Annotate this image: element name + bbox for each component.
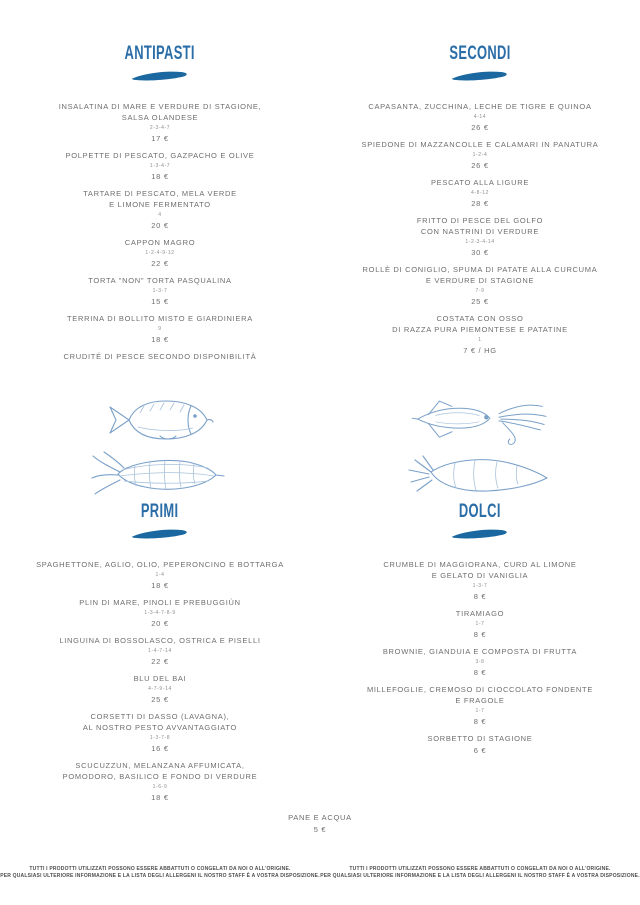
brush-stroke-icon (450, 69, 510, 82)
item-name-line: DI RAZZA PURA PIEMONTESE E PATATINE (392, 325, 568, 334)
menu-item (320, 608, 640, 640)
item-price: 18 € (151, 335, 169, 344)
item-allergens: 1 (478, 337, 482, 343)
item-price: 25 € (471, 297, 489, 306)
item-name-line: BROWNIE, GIANDUIA E COMPOSTA DI FRUTTA (382, 647, 578, 656)
menu-item (320, 101, 640, 133)
footer-line: TUTTI I PRODOTTI UTILIZZATI POSSONO ESSERE ABBATTUTI O CONGELATI DA NOI O ALL'ORIGINE. (349, 866, 611, 872)
item-name-line: E VERDURE DI STAGIONE (425, 276, 535, 285)
menu-item (0, 101, 320, 144)
brush-stroke-icon (450, 527, 510, 540)
secondi-items (320, 101, 640, 356)
item-allergens: 1-7 (475, 708, 485, 714)
item-name-line: PLIN DI MARE, PINOLI E PREBUGGIÙN (79, 598, 241, 607)
item-name-line: SCUCUZZUN, MELANZANA AFFUMICATA, (75, 761, 245, 770)
menu-item (320, 215, 640, 258)
item-price: 15 € (151, 297, 169, 306)
item-price: 30 € (471, 248, 489, 257)
section-title-dolci: DOLCI (459, 501, 501, 522)
section-title-secondi: SECONDI (449, 44, 511, 64)
item-name-line: TERRINA DI BOLLITO MISTO E GIARDINIERA (67, 314, 253, 323)
bread-item (0, 812, 640, 835)
item-allergens: 1-3-7 (472, 583, 488, 589)
section-header (0, 502, 320, 540)
item-allergens: 1-2-4-9-12 (145, 250, 175, 256)
item-allergens: 9 (158, 326, 162, 332)
item-name-line: FRITTO DI PESCE DEL GOLFO (416, 216, 544, 225)
item-name-line: CON NASTRINI DI VERDURE (420, 227, 540, 236)
item-price: 17 € (151, 134, 169, 143)
section-header (320, 502, 640, 540)
footer-line: TUTTI I PRODOTTI UTILIZZATI POSSONO ESSERE ABBATTUTI O CONGELATI DA NOI O ALL'ORIGINE. (29, 866, 291, 872)
item-price: 26 € (471, 123, 489, 132)
left-illustrations (0, 390, 320, 502)
item-name-line: ROLLÈ DI CONIGLIO, SPUMA DI PATATE ALLA CURCUMA (362, 265, 598, 274)
item-allergens: 4-7-9-14 (148, 686, 172, 692)
item-price: 18 € (151, 172, 169, 181)
item-price: 8 € (473, 717, 487, 726)
item-name-line: E FRAGOLE (455, 696, 505, 705)
menu-item (0, 597, 320, 629)
menu-item (0, 188, 320, 231)
item-price: 8 € (473, 592, 487, 601)
section-secondi (320, 44, 640, 390)
menu-item (0, 150, 320, 182)
item-name-line: LINGUINA DI BOSSOLASCO, OSTRICA E PISELLI (59, 636, 261, 645)
footer-right (320, 866, 640, 880)
item-allergens: 1-3-7-8 (149, 735, 171, 741)
menu-item (320, 733, 640, 756)
item-price: 20 € (151, 619, 169, 628)
item-price: 8 € (473, 668, 487, 677)
menu-item (0, 673, 320, 705)
item-name-line: MILLEFOGLIE, CREMOSO DI CIOCCOLATO FONDENTE (366, 685, 594, 694)
item-allergens: 1-2-4 (472, 152, 488, 158)
item-name-line: POLPETTE DI PESCATO, GAZPACHO E OLIVE (65, 151, 255, 160)
item-name-line: E LIMONE FERMENTATO (109, 200, 211, 209)
item-allergens: 1-4 (155, 572, 165, 578)
item-allergens: 1-3-4-7-8-9 (144, 610, 176, 616)
item-price: 6 € (473, 746, 487, 755)
menu-item (320, 139, 640, 171)
item-price: 20 € (151, 221, 169, 230)
item-allergens: 1-7 (475, 621, 485, 627)
item-allergens: 2-3-4-7 (149, 125, 171, 131)
item-name-line: PESCATO ALLA LIGURE (430, 178, 530, 187)
primi-items (0, 559, 320, 803)
item-name-line: SORBETTO DI STAGIONE (427, 734, 533, 743)
item-price: 25 € (151, 695, 169, 704)
item-price: 28 € (471, 199, 489, 208)
item-name-line: INSALATINA DI MARE E VERDURE DI STAGIONE, (58, 102, 262, 111)
section-title-primi: PRIMI (141, 501, 179, 522)
item-name-line: CAPPON MAGRO (124, 238, 196, 247)
item-allergens: 1-2-3-4-14 (465, 239, 495, 245)
item-allergens: 1-6-9 (152, 784, 168, 790)
menu-item (0, 237, 320, 269)
item-price: 8 € (473, 630, 487, 639)
dolci-items (320, 559, 640, 756)
item-name-line: BLU DEL BAI (133, 674, 187, 683)
item-price: 22 € (151, 259, 169, 268)
brush-stroke-icon (130, 527, 190, 540)
item-allergens: 4 (158, 212, 162, 218)
item-name-line: TORTA "NON" TORTA PASQUALINA (88, 276, 232, 285)
item-name-line: E GELATO DI VANIGLIA (431, 571, 529, 580)
menu-item (320, 684, 640, 727)
item-name-line: AL NOSTRO PESTO AVVANTAGGIATO (82, 723, 238, 732)
section-dolci (320, 502, 640, 756)
squid-illustration (405, 392, 555, 448)
item-name-line: TIRAMIAGO (455, 609, 505, 618)
section-header (0, 44, 320, 82)
brush-stroke-icon (130, 69, 190, 82)
item-name-line: TARTARE DI PESCATO, MELA VERDE (83, 189, 237, 198)
item-name-line: CRUMBLE DI MAGGIORANA, CURD AL LIMONE (383, 560, 577, 569)
item-name-line: CRUDITÉ DI PESCE SECONDO DISPONIBILITÀ (63, 352, 257, 361)
menu-item (0, 275, 320, 307)
footer-line: PER QUALSIASI ULTERIORE INFORMAZIONE E LA LISTA DEGLI ALLERGENI IL NOSTRO STAFF È A VOSTRA DISPOSIZIONE. (0, 873, 320, 879)
item-price: 26 € (471, 161, 489, 170)
menu-item (320, 264, 640, 307)
menu-item (320, 177, 640, 209)
antipasti-items (0, 101, 320, 362)
item-price: 18 € (151, 581, 169, 590)
menu-item (0, 313, 320, 345)
item-name-line: SALSA OLANDESE (121, 113, 199, 122)
section-primi (0, 502, 320, 803)
item-price: 22 € (151, 657, 169, 666)
item-allergens: 3-8 (475, 659, 485, 665)
item-allergens: 7-9 (475, 288, 485, 294)
footer-left (0, 866, 320, 880)
item-name-line: SPIEDONE DI MAZZANCOLLE E CALAMARI IN PANATURA (361, 140, 599, 149)
section-antipasti (0, 44, 320, 390)
right-illustrations (320, 390, 640, 502)
fish-illustration (93, 392, 227, 448)
item-name-line: COSTATA CON OSSO (436, 314, 524, 323)
section-header (320, 44, 640, 82)
item-price: 18 € (151, 793, 169, 802)
item-name-line: CORSETTI DI DASSO (LAVAGNA), (90, 712, 230, 721)
menu-item (320, 559, 640, 602)
item-allergens: 1-3-4-7 (149, 163, 171, 169)
item-name-line: POMODORO, BASILICO E FONDO DI VERDURE (62, 772, 258, 781)
item-allergens: 1-4-7-14 (148, 648, 172, 654)
item-allergens: 1-3-7 (152, 288, 168, 294)
item-name-line: SPAGHETTONE, AGLIO, OLIO, PEPERONCINO E BOTTARGA (36, 560, 284, 569)
left-column (0, 44, 320, 809)
menu-item (0, 351, 320, 362)
item-price: 16 € (151, 744, 169, 753)
item-price: 7 € / HG (463, 346, 497, 355)
item-allergens: 4-14 (473, 114, 487, 120)
section-title-antipasti: ANTIPASTI (124, 44, 196, 64)
carrot-illustration (405, 448, 555, 500)
menu-item (320, 646, 640, 678)
menu-item (320, 313, 640, 356)
menu-item (0, 760, 320, 803)
menu-item (0, 635, 320, 667)
bread-price: 5 € (313, 825, 327, 834)
item-name-line: CAPASANTA, ZUCCHINA, LECHE DE TIGRE E QUINOA (368, 102, 592, 111)
bread-name: PANE E ACQUA (288, 813, 352, 822)
item-allergens: 4-8-12 (470, 190, 490, 196)
menu-item (0, 711, 320, 754)
right-column (320, 44, 640, 762)
menu-item (0, 559, 320, 591)
footer-line: PER QUALSIASI ULTERIORE INFORMAZIONE E LA LISTA DEGLI ALLERGENI IL NOSTRO STAFF È A VOSTRA DISPOSIZIONE. (320, 873, 640, 879)
corn-illustration (90, 448, 230, 500)
